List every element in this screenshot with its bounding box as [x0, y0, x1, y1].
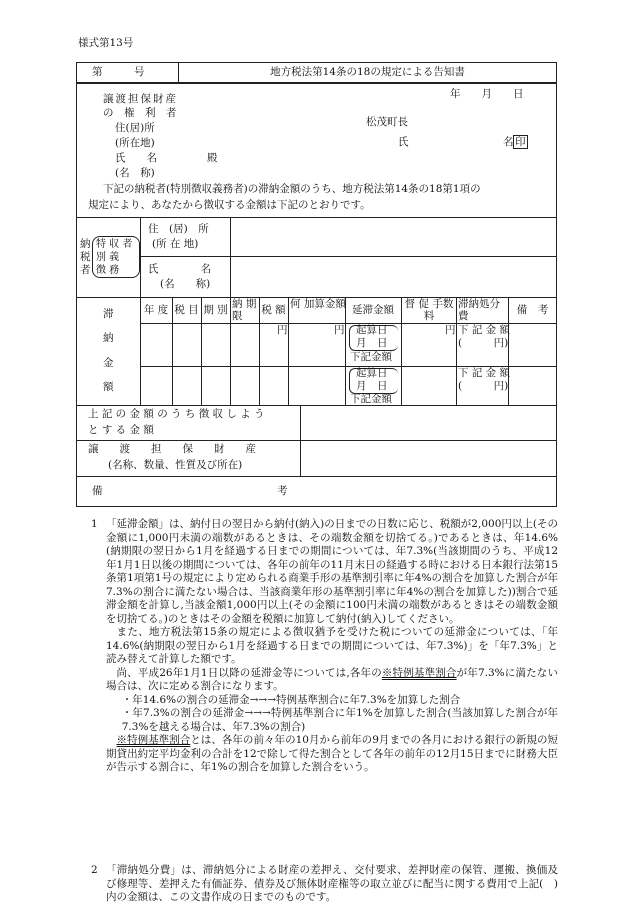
taxpayer-side-3: 者 — [80, 264, 91, 276]
document-title: 地方税法第14条の18の規定による告知書 — [270, 66, 465, 78]
col-header-tax-amount: 税 額 — [261, 304, 286, 316]
issuer-name-label: 氏 — [398, 136, 409, 148]
addressee-address-label: 住(居)所 — [115, 122, 155, 134]
calc-amount-1: 下記金額 — [350, 351, 392, 363]
addressee-name-sub: (名 称) — [115, 167, 155, 179]
calc-start-label-1: 起算日 — [356, 324, 388, 336]
col-header-remarks: 備 考 — [516, 304, 549, 316]
yen-additional: 円 — [334, 324, 345, 336]
note-1-number: 1 — [91, 518, 98, 530]
addressee-line2: の 権 利 者 — [103, 107, 177, 119]
calc-date-2: 月 日 — [356, 380, 388, 392]
remarks-label-2: 考 — [277, 485, 288, 497]
addressee-honorific: 殿 — [207, 152, 218, 164]
calc-amount-2: 下記金額 — [350, 393, 392, 405]
document-number-label: 第 号 — [92, 66, 145, 78]
col-header-period: 期 別 — [203, 304, 228, 316]
note-1-bullet-1: ・年14.6%の割合の延滞金→→→特例基準割合に年7.3%を加算した割合 — [121, 693, 461, 706]
disposition-paren-1: ( 円) — [458, 337, 509, 349]
taxpayer-paren-1: 特 収 者 — [96, 239, 133, 250]
property-label-line1: 譲 渡 担 保 財 産 — [88, 443, 256, 455]
taxpayer-side-1: 納 — [80, 238, 91, 250]
notice-body-line1: 下記の納税者(特別徴収義務者)の滞納金額のうち、地方税法第14条の18第1項の — [103, 183, 481, 195]
note-1-para-4b: とは、各年の前々年の10月から前年の9月までの各月における銀行の新規の短期貸出約定平均金利の合計を12で除して得た割合として各年の前年の12月15日までに財務大臣が告示する割合に、年1%の割合を加算した割合をいう。 — [106, 734, 558, 773]
calc-start-label-2: 起算日 — [356, 367, 388, 379]
taxpayer-name-sub: (名 称) — [160, 278, 211, 290]
issuer-name-label2: 名 — [503, 136, 514, 148]
note-2-number: 2 — [91, 864, 98, 876]
yen-demand-fee: 円 — [445, 324, 456, 336]
note-2-para-1: 「滞納処分費」は、滞納処分による財産の差押え、交付要求、差押財産の保管、運搬、換価及び修理等、差押えた有価証券、債券及び無体財産権等の取立並びに配当に関する費用で上記( )内の金額は、この文書作成の日までのものです。 — [106, 864, 558, 903]
notice-body-line2: 規定により、あなたから徴収する金額は下記のとおりです。 — [88, 199, 371, 211]
collect-label-line1: 上 記 の 金 額 の う ち 徴 収 し よ う — [88, 408, 265, 420]
arrears-side-4: 額 — [103, 381, 114, 393]
addressee-name-label: 氏 名 — [115, 152, 157, 164]
taxpayer-side-2: 税 — [80, 251, 91, 263]
note-1-para-3a: 尚、平成26年1月1日以降の延滞金等については,各年の — [116, 666, 382, 679]
special-rate-definition-term: ※特例基準割合 — [116, 734, 191, 746]
col-header-late-fee: 延滞金額 — [352, 304, 394, 316]
note-2 — [106, 864, 558, 905]
seal-stamp: 印 — [515, 136, 526, 148]
col-header-year: 年 度 — [143, 304, 169, 316]
date-field: 年 月 日 — [450, 88, 524, 100]
col-header-tax-item: 税 目 — [174, 304, 199, 316]
col-header-demand-fee: 督 促 手数料 — [404, 298, 454, 322]
yen-tax-amount: 円 — [277, 324, 288, 336]
note-1-para-4 — [106, 734, 558, 775]
arrears-side-3: 金 — [103, 357, 114, 369]
property-label-line2: (名称、数量、性質及び所在) — [108, 459, 243, 471]
taxpayer-address-sub: (所 在 地) — [152, 238, 199, 250]
form-number: 様式第13号 — [78, 37, 134, 49]
collect-label-line2: と す る 金 額 — [88, 424, 154, 436]
arrears-side-1: 滞 — [103, 308, 114, 320]
special-rate-term: ※特例基準割合 — [381, 666, 457, 679]
col-header-due-date: 納 期 限 — [232, 298, 257, 322]
remarks-label-1: 備 — [92, 485, 103, 497]
note-1-para-3 — [106, 667, 558, 694]
taxpayer-name-label: 氏 名 — [148, 263, 211, 275]
addressee-line1: 譲渡担保財産 — [103, 93, 178, 105]
taxpayer-paren-2: 別 義 — [96, 252, 120, 263]
taxpayer-address-label: 住 (居) 所 — [148, 223, 209, 235]
disposition-amount-1: 下 記 金 額 — [458, 324, 511, 336]
note-1 — [106, 518, 558, 775]
note-1-para-3b: が年7.3%に満たない場合は、次に定める割合になります。 — [106, 666, 558, 692]
calc-date-1: 月 日 — [356, 337, 388, 349]
disposition-paren-2: ( 円) — [458, 380, 509, 392]
arrears-side-2: 納 — [103, 332, 114, 344]
col-header-disposition: 滞納処分費 — [458, 298, 500, 322]
note-1-para-2: また、地方税法第15条の規定による徴収猶予を受けた税についての延滞金については、「年14.6%(納期限の翌日から1月を経過する日までの期間については、年7.3%)」を「年7.3%」と読み替えて計算した額です。 — [106, 626, 558, 665]
note-1-bullet-2: ・年7.3%の割合の延滞金→→→特例基準割合に年1%を加算した割合(当該加算した割合が年7.3%を越える場合は、年7.3%の割合) — [121, 707, 558, 733]
addressee-address-sub: (所在地) — [115, 137, 155, 149]
disposition-amount-2: 下 記 金 額 — [458, 367, 511, 379]
issuer: 松茂町長 — [366, 116, 408, 128]
col-header-additional: 何 加算金額 — [290, 298, 346, 310]
note-1-para-1: 「延滞金額」は、納付日の翌日から納付(納入)の日までの日数に応じ、税額が2,000円以上(その金額に1,000円未満の端数があるときは、その端数金額を切捨てる。)であるときは、年14.6%(納期限の翌日から1月を経過する日までの期間については、年7.3%(当該期間のうち、平成12年1月1日以後の期間については、各年の前年の11月末日の経過する時における日本銀行法第15条第1項第1号の規定により定められる商業手形の基準割引率に年4%の割合を加算した割合が年7.3%の割合に満たない場合は、当該商業年形の基準割引率に年4%の割合を加算した))割合で延滞金額を計算し,当該金額1,000円以上(その金額に100円未満の端数があるときはその端数金額を切捨てる。)のときはその金額を税額に加算して納付(納入)してください。 — [106, 518, 558, 625]
taxpayer-paren-3: 徴 務 — [96, 265, 120, 276]
